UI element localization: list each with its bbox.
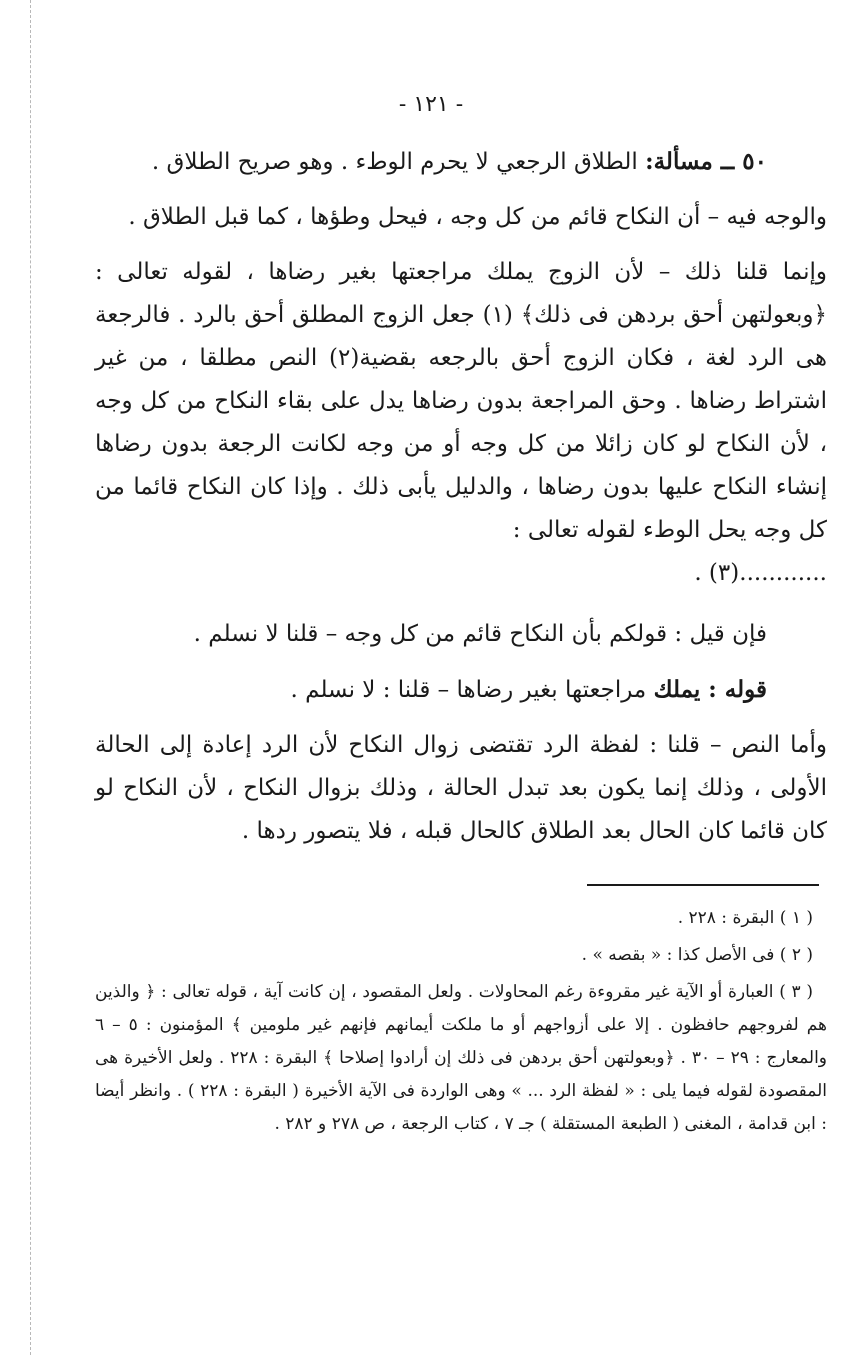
footnotes — [95, 902, 827, 1145]
footnote-2: ( ٢ ) فى الأصل كذا : « بقصه » . — [581, 945, 813, 965]
paragraph-5 — [95, 668, 827, 712]
issue-heading: ٥٠ ــ مسألة: — [645, 148, 767, 175]
ellipsis-text — [92, 552, 827, 595]
page-edge-line — [30, 0, 31, 1355]
footnote-1: ( ١ ) البقرة : ٢٢٨ . — [677, 908, 813, 928]
quote-heading: قوله : يملك — [653, 676, 767, 703]
issue-text: الطلاق الرجعي لا يحرم الوطء . وهو صريح الطلاق . — [151, 149, 646, 175]
ellipsis-line — [95, 552, 827, 595]
paragraph-2: والوجه فيه – أن النكاح قائم من كل وجه ، فيحل وطؤها ، كما قبل الطلاق . — [128, 204, 827, 230]
footnote-3: ( ٣ ) العبارة أو الآية غير مقروءة رغم المحاولات . ولعل المقصود ، إن كانت آية ، قوله تعالى : ﴿ والذين هم لفروجهم حافظون . إلا على أزواجهم أو ما ملكت أيمانهم فإنهم غير ملومين ﴾ المؤمنون : ٥ – ٦ والمعارج : ٢٩ – ٣٠ . ﴿وبعولتهن أحق بردهن فى ذلك إن أرادوا إصلاحا ﴾ البقرة : ٢٢٨ . ولعل الأخيرة هى المقصودة لقوله فيما يلى : « لفظة الرد ... » وهى الواردة فى الآية الأخيرة ( البقرة : ٢٢٨ ) . وانظر أيضا : ابن قدامة ، المغنى ( الطبعة المستقلة ) جـ ٧ ، كتاب الرجعة ، ص ٢٧٨ و ٢٨٢ . — [95, 982, 828, 1134]
paragraph-1 — [95, 140, 827, 184]
ellipsis-value: ............(٣) . — [694, 560, 827, 586]
paragraph-4: فإن قيل : قولكم بأن النكاح قائم من كل وجه – قلنا لا نسلم . — [193, 621, 767, 647]
paragraph-6: وأما النص – قلنا : لفظة الرد تقتضى زوال النكاح لأن الرد إعادة إلى الحالة الأولى ، وذلك إنما يكون بعد تبدل الحالة ، وذلك بزوال النكاح ، لأن النكاح لو كان قائما كان الحال بعد الطلاق كالحال قبله ، فلا يتصور ردها . — [95, 732, 827, 844]
main-text — [95, 140, 827, 865]
page-number: - ١٢١ - — [398, 92, 464, 117]
footnote-separator — [587, 884, 819, 886]
quote-text: مراجعتها بغير رضاها – قلنا : لا نسلم . — [290, 677, 654, 703]
paragraph-3: وإنما قلنا ذلك – لأن الزوج يملك مراجعتها بغير رضاها ، لقوله تعالى : ﴿وبعولتهن أحق بردهن فى ذلك﴾ (١) جعل الزوج المطلق أحق بالرد . فالرجعة هى الرد لغة ، فكان الزوج أحق بالرجعه بقضية(٢) النص مطلقا ، من غير اشتراط رضاها . وحق المراجعة بدون رضاها يدل على بقاء النكاح من كل وجه ، لأن النكاح لو كان زائلا من كل وجه أو من وجه لكانت الرجعة بدون رضاها إنشاء النكاح عليها بدون رضاها ، والدليل يأبى ذلك . وإذا كان النكاح قائما من كل وجه يحل الوطء لقوله تعالى : — [95, 259, 827, 543]
